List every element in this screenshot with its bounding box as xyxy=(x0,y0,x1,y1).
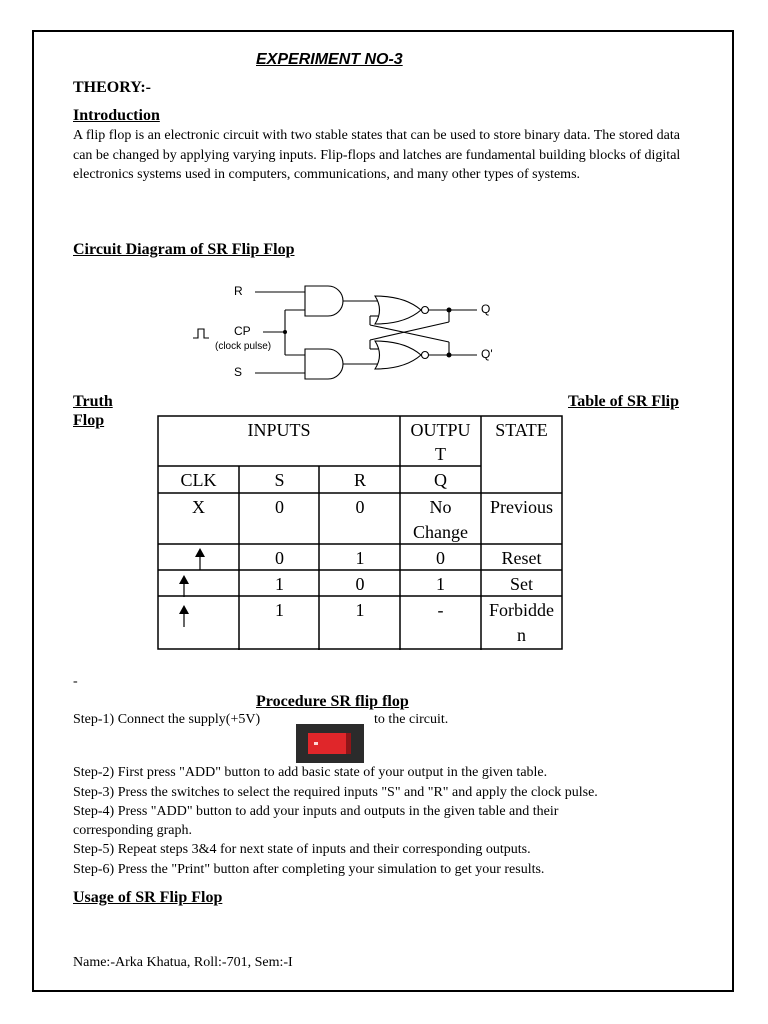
stray-dash: - xyxy=(73,674,78,689)
theory-heading: THEORY:- xyxy=(73,79,151,96)
introduction-heading: Introduction xyxy=(73,107,160,124)
label-cp: CP xyxy=(234,324,251,338)
row2-q: 0 xyxy=(436,548,445,568)
row1-q-line2: Change xyxy=(413,522,468,542)
row3-q: 1 xyxy=(436,574,445,594)
row2-state: Reset xyxy=(501,548,542,568)
step-3: Step-3) Press the switches to select the required inputs "S" and "R" and apply the clock pulse. xyxy=(73,785,598,800)
header-state: STATE xyxy=(495,420,548,440)
step-1-end: to the circuit. xyxy=(374,712,449,727)
procedure-heading: Procedure SR flip flop xyxy=(256,693,409,710)
row1-state: Previous xyxy=(490,497,553,517)
row4-state-line1: Forbidde xyxy=(489,600,554,620)
label-clock-pulse: (clock pulse) xyxy=(215,341,272,352)
and-gate-top xyxy=(305,286,343,316)
student-info-footer: Name:-Arka Khatua, Roll:-701, Sem:-I xyxy=(73,955,293,970)
rising-edge-arrow-icon xyxy=(178,575,190,597)
step-2: Step-2) First press "ADD" button to add basic state of your output in the given table. xyxy=(73,765,548,780)
row1-r: 0 xyxy=(355,497,365,517)
row2-s: 0 xyxy=(275,548,284,568)
nor-gate-bottom xyxy=(375,341,421,369)
row4-r: 1 xyxy=(355,600,365,620)
step-5: Step-5) Repeat steps 3&4 for next state of inputs and their corresponding outputs. xyxy=(73,842,531,857)
step-4: Step-4) Press "ADD" button to add your inputs and outputs in the given table and their xyxy=(73,804,559,819)
truth-heading-left-2: Flop xyxy=(73,412,105,429)
step-1: Step-1) Connect the supply(+5V) xyxy=(73,712,261,727)
experiment-title: EXPERIMENT NO-3 xyxy=(256,51,403,68)
row4-s: 1 xyxy=(275,600,284,620)
circuit-heading: Circuit Diagram of SR Flip Flop xyxy=(73,241,295,258)
row2-r: 1 xyxy=(355,548,365,568)
col-r: R xyxy=(353,470,366,490)
row3-r: 0 xyxy=(355,574,365,594)
sr-flip-flop-circuit xyxy=(185,276,515,386)
row1-s: 0 xyxy=(275,497,284,517)
clock-pulse-icon xyxy=(193,329,209,338)
step-4-continued: corresponding graph. xyxy=(73,823,192,838)
rising-edge-arrow-icon xyxy=(178,605,190,627)
truth-heading-left: Truth xyxy=(73,393,113,410)
and-gate-bottom xyxy=(305,349,343,379)
label-s: S xyxy=(234,365,243,379)
row4-q: - xyxy=(437,600,444,620)
label-q: Q xyxy=(481,302,491,316)
rising-edge-arrow-icon xyxy=(194,548,206,570)
header-output-2: T xyxy=(435,444,446,464)
col-s: S xyxy=(274,470,285,490)
header-output-1: OUTPU xyxy=(410,420,471,440)
label-r: R xyxy=(234,284,243,298)
row3-s: 1 xyxy=(275,574,284,594)
supply-switch[interactable] xyxy=(296,724,364,763)
col-q: Q xyxy=(434,470,447,490)
nor-gate-top xyxy=(375,296,421,324)
row4-state-line2: n xyxy=(517,625,526,645)
usage-heading: Usage of SR Flip Flop xyxy=(73,889,223,906)
col-clk: CLK xyxy=(180,470,217,490)
row1-q-line1: No xyxy=(429,497,452,517)
introduction-paragraph: A flip flop is an electronic circuit with two stable states that can be used to store binary data. The stored data can be changed by applying varying inputs. Flip-flops and latches are fundamental building blocks of digital electronics systems used in computers, communications, and many other types of systems. xyxy=(73,128,681,182)
step-6: Step-6) Press the "Print" button after completing your simulation to get your results. xyxy=(73,862,545,877)
truth-heading-right: Table of SR Flip xyxy=(568,393,679,410)
header-inputs: INPUTS xyxy=(247,420,311,440)
switch-rocker-icon xyxy=(308,733,351,754)
row1-clk: X xyxy=(192,497,205,517)
row3-state: Set xyxy=(509,574,533,594)
label-q-bar: Q' xyxy=(481,347,493,361)
